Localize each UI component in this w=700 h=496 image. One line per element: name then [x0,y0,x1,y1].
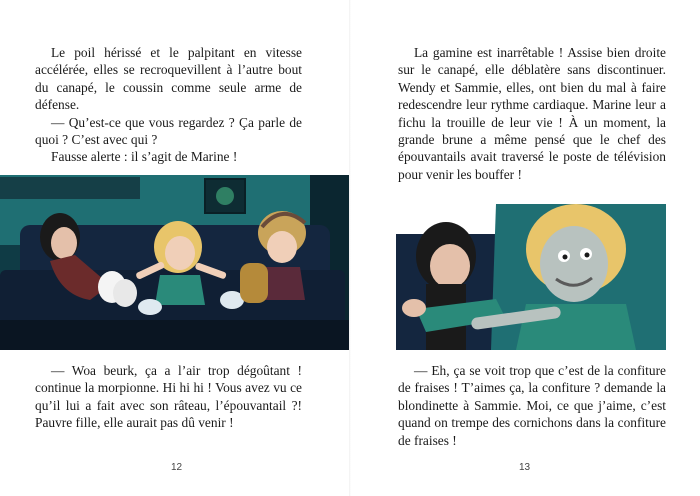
paragraph: — Woa beurk, ça a l’air trop dégoûtant ! continue la morpionne. Hi hi hi ! Vous avez vu ce qu’il lui a fait avec son râteau, l’épouvantail ?! Pauvre fille, elle aurait pas dû venir ! [35,363,302,431]
paragraph: Le poil hérissé et le palpitant en vitesse accélérée, elles se recroquevillent à l’autre bout du canapé, le coussin comme seule arme de défense. [35,45,302,113]
illustration-sofa-scene [0,175,350,350]
paragraph: Fausse alerte : il s’agit de Marine ! [51,149,238,165]
paragraph: — Qu’est-ce que vous regardez ? Ça parle de quoi ? C’est avec qui ? [35,114,302,148]
right-text-top [398,44,666,183]
left-text-top [35,44,302,166]
page-number: 13 [519,462,531,473]
right-page [350,0,700,496]
paragraph: La gamine est inarrêtable ! Assise bien droite sur le canapé, elle déblatère sans discontinuer. Wendy et Sammie, elles, ont bien du mal à faire redescendre leur rythme cardiaque. Marine leur a fichu la trouille de leur vie ! À un moment, la grande brune a même pensé que le chef des épouvantails avait traversé le poste de télévision pour venir les bouffer ! [398,45,666,182]
right-text-bottom [398,362,666,449]
page-number: 12 [171,462,183,473]
left-text-bottom [35,362,302,432]
paragraph: — Eh, ça se voit trop que c’est de la confiture de fraises ! T’aimes ça, la confiture ? demande la blondinette à Sammie. Moi, ce que j’aime, c’est quand on trempe des cornichons dans la confiture de fraises ! [398,363,666,448]
illustration-two-girls [396,204,666,350]
